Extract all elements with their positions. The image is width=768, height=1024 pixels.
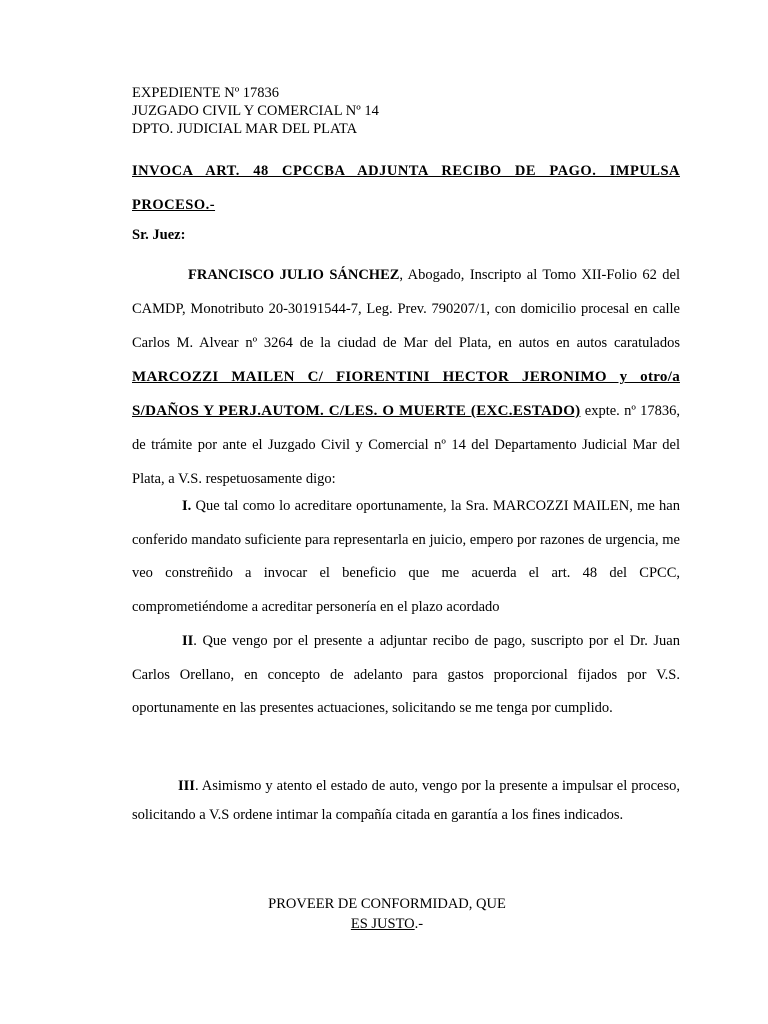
attorney-name: FRANCISCO JULIO SÁNCHEZ — [188, 267, 400, 283]
closing-es-justo: ES JUSTO — [350, 916, 415, 932]
point-two-number: II — [182, 633, 194, 649]
case-header — [132, 84, 379, 138]
point-one-text: Que tal como lo acreditare oportunamente, la Sra. MARCOZZI MAILEN, me han conferido mandato suficiente para representarla en juicio, empero por razones de urgencia, me veo constreñido a invocar el beneficio que me acuerda el art. 48 del CPCC, comprometiéndome a acreditar personería en el plazo acordado — [132, 498, 680, 615]
case-title: MARCOZZI MAILEN C/ FIORENTINI HECTOR JERONIMO y otro/a S/DAÑOS Y PERJ.AUTOM. C/LES. O MUERTE (EXC.ESTADO) — [132, 369, 680, 419]
closing-request — [132, 894, 642, 934]
closing-line-2 — [132, 914, 642, 934]
intro-text-1: , Abogado, Inscripto al Tomo XII-Folio 62 del CAMDP, Monotributo 20-30191544-7, Leg. Prev. 790207/1, con domicilio procesal en calle Carlos M. Alvear nº 3264 de la ciudad de Mar del Plata, en autos en autos caratulados — [132, 267, 680, 351]
point-three-text: . Asimismo y atento el estado de auto, vengo por la presente a impulsar el proceso, solicitando a V.S ordene intimar la compañía citada en garantía a los fines indicados. — [132, 778, 680, 823]
point-two-paragraph — [132, 625, 680, 726]
closing-suffix: .- — [414, 916, 424, 932]
closing-line-1: PROVEER DE CONFORMIDAD, QUE — [268, 896, 506, 912]
point-three-paragraph — [132, 772, 680, 830]
court-name: JUZGADO CIVIL Y COMERCIAL Nº 14 — [132, 103, 379, 119]
document-title: INVOCA ART. 48 CPCCBA ADJUNTA RECIBO DE PAGO. IMPULSA PROCESO.- — [132, 163, 680, 213]
case-number: EXPEDIENTE Nº 17836 — [132, 85, 280, 101]
point-one-paragraph — [132, 490, 680, 624]
intro-paragraph — [132, 258, 680, 496]
point-two-text: . Que vengo por el presente a adjuntar recibo de pago, suscripto por el Dr. Juan Carlos Orellano, en concepto de adelanto para gastos proporcional fijados por V.S. oportunamente en las presentes actuaciones, solicitando se me tenga por cumplido. — [132, 633, 680, 716]
intro-text-2: expte. nº 17836, de trámite por ante el Juzgado Civil y Comercial nº 14 del Departamento Judicial Mar del Plata, a V.S. respetuosamente digo: — [132, 403, 680, 487]
point-one-number: I. — [182, 498, 192, 514]
point-three-number: III — [178, 778, 195, 794]
judicial-department: DPTO. JUDICIAL MAR DEL PLATA — [132, 121, 358, 137]
salutation: Sr. Juez: — [132, 227, 186, 243]
